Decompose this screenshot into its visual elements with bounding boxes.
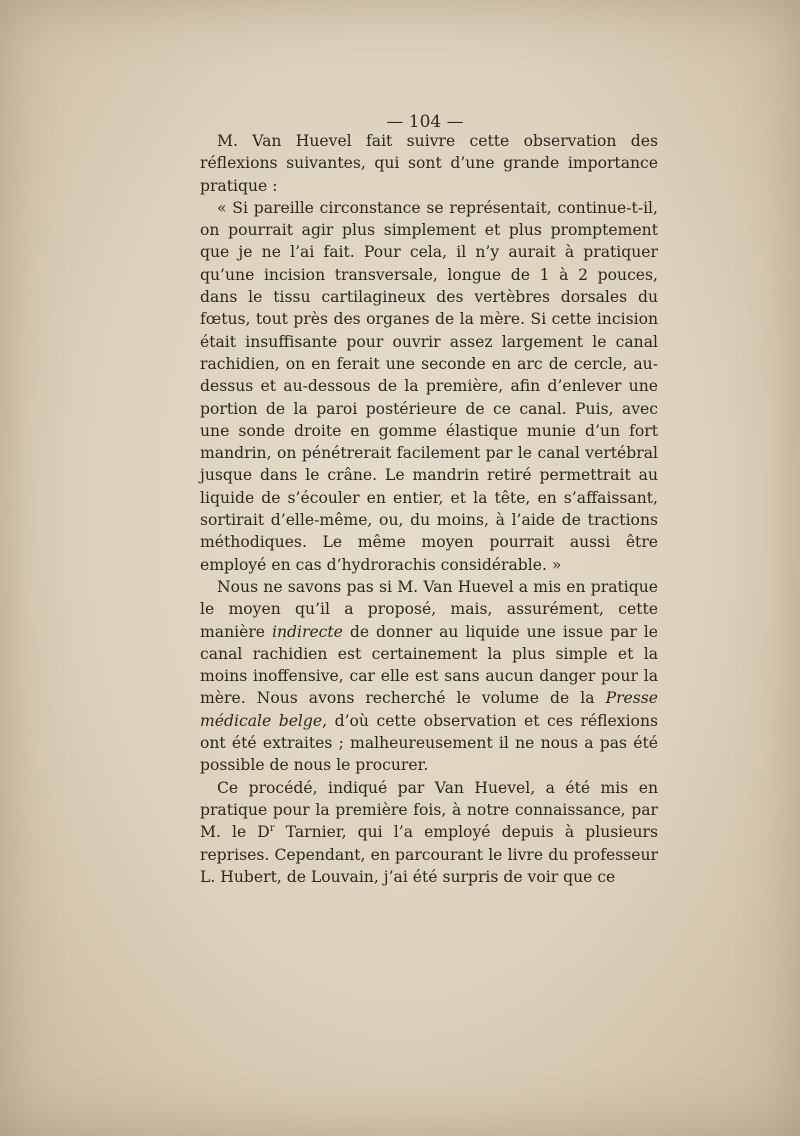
paragraph bbox=[200, 130, 658, 197]
paragraph-text: Nous ne savons pas si M. Van Huevel a mis en pratique le moyen qu’il a proposé, mais, assurément, cette manière bbox=[200, 577, 658, 641]
italic-text: Presse médicale belge bbox=[200, 689, 658, 730]
paragraph bbox=[200, 197, 658, 576]
paragraph bbox=[200, 777, 658, 888]
italic-text: indirecte bbox=[271, 622, 343, 641]
paragraph-text: M. Van Huevel fait suivre cette observation des réflexions suivantes, qui sont d’une grande importance pratique : bbox=[200, 132, 658, 195]
page-number: — 104 — bbox=[386, 112, 464, 132]
paragraph-text: Ce procédé, indiqué par Van Huevel, a été mis en pratique pour la première fois, à notre connaissance, par M. le D bbox=[200, 778, 658, 842]
body-text bbox=[200, 130, 658, 888]
paragraph-text: de donner au liquide une issue par le canal rachidien est certainement la plus simple et la moins inoffensive, car elle est sans aucun danger pour la mère. Nous avons recherché le volume de la bbox=[200, 622, 658, 708]
paragraph bbox=[200, 576, 658, 777]
paragraph-text: « Si pareille circonstance se représentait, continue-t-il, on pourrait agir plus simplement et plus promptement que je ne l’ai fait. Pour cela, il n’y aurait à pratiquer qu’une incision transversale, longue de 1 à 2 pouces, dans le tissu cartilagineux des vertèbres dorsales du fœtus, tout près des organes de la mère. Si cette incision était insuffisante pour ouvrir assez largement le canal rachidien, on en ferait une seconde en arc de cercle, au-dessus et au-dessous de la première, afin d’enlever une portion de la paroi postérieure de ce canal. Puis, avec une sonde droite en gomme élastique munie d’un fort mandrin, on pénétrerait facilement par le canal vertébral jusque dans le crâne. Le mandrin retiré permettrait au liquide de s’écouler en entier, et la tête, en s’affaissant, sortirait d’elle-même, ou, du moins, à l’aide de tractions méthodiques. Le même moyen pourrait aussi être employé en cas d’hydrorachis considérable. » bbox=[200, 198, 658, 574]
paragraph-text: Tarnier, qui l’a employé depuis à plusieurs reprises. Cependant, en parcourant le livre du professeur L. Hubert, de Louvain, j’ai été surpris de voir que ce bbox=[200, 823, 658, 886]
paragraph-text: , d’où cette observation et ces réflexions ont été extraites ; malheureusement il ne nous a pas été possible de nous le procurer. bbox=[200, 711, 658, 775]
superscript-text: r bbox=[269, 823, 275, 835]
